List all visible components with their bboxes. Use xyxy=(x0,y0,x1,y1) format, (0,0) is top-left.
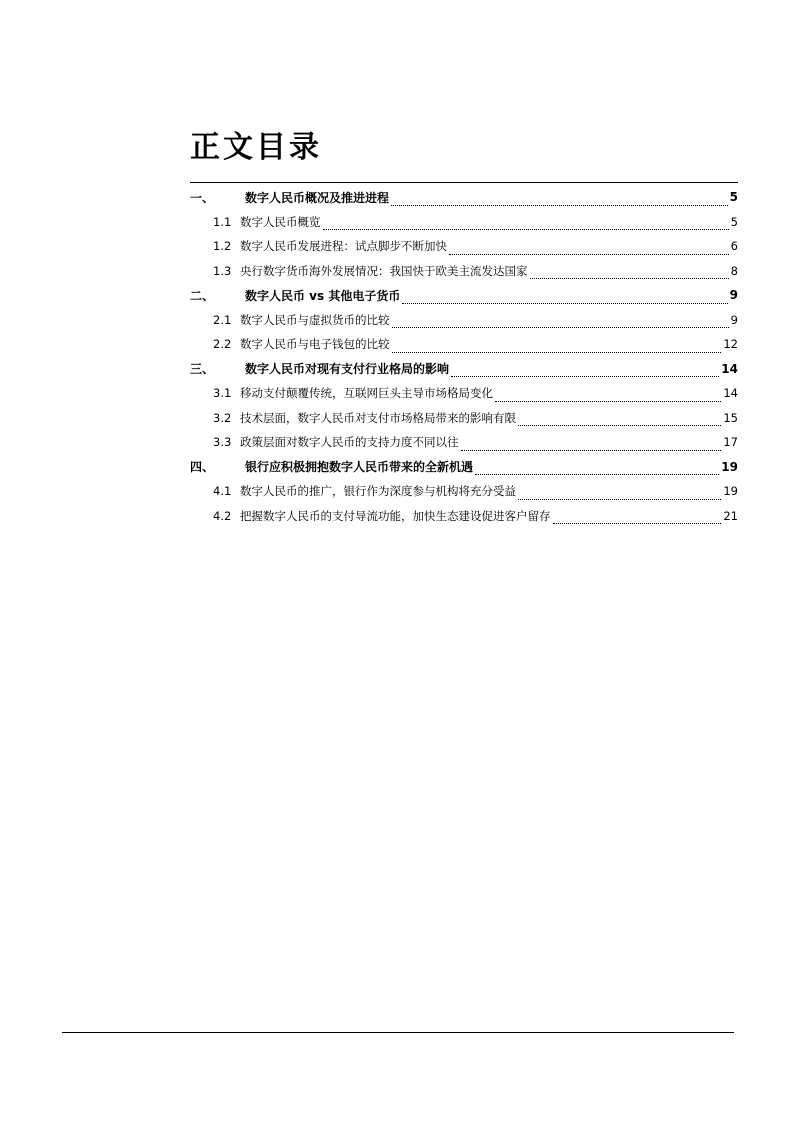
toc-entry-number: 3.1 xyxy=(213,386,232,401)
toc-entry-page: 8 xyxy=(730,263,738,278)
toc-entry[interactable] xyxy=(190,504,738,529)
toc-entry-page: 5 xyxy=(729,190,738,205)
toc-entry-number: 二、 xyxy=(190,288,215,303)
toc-leader-dots xyxy=(518,413,721,426)
toc-entry-page: 5 xyxy=(730,214,738,229)
toc-leader-dots xyxy=(530,266,729,279)
toc-entry[interactable] xyxy=(190,479,738,504)
toc-entry-title: 把握数字人民币的支付导流功能，加快生态建设促进客户留存 xyxy=(240,508,551,523)
toc-entry-title: 数字人民币 vs 其他电子货币 xyxy=(245,288,401,303)
toc-entry-title: 数字人民币与虚拟货币的比较 xyxy=(240,312,390,327)
toc-entry-number: 1.3 xyxy=(213,263,232,278)
toc-entry-title: 央行数字货币海外发展情况：我国快于欧美主流发达国家 xyxy=(240,263,528,278)
toc-entry[interactable] xyxy=(190,283,738,308)
toc-entry-page: 21 xyxy=(723,508,738,523)
toc-entry-title: 数字人民币对现有支付行业格局的影响 xyxy=(245,362,450,377)
toc-entry[interactable] xyxy=(190,234,738,259)
toc-entry-page: 19 xyxy=(723,484,738,499)
toc-entry-page: 12 xyxy=(723,337,738,352)
toc-leader-dots xyxy=(449,242,729,255)
toc-entry[interactable] xyxy=(190,406,738,431)
footer-divider xyxy=(62,1032,734,1033)
toc-entry[interactable] xyxy=(190,332,738,357)
toc-entry-title: 技术层面，数字人民币对支付市场格局带来的影响有限 xyxy=(240,410,516,425)
toc-leader-dots xyxy=(391,193,728,206)
toc-entry-page: 19 xyxy=(721,459,738,474)
toc-entry-number: 2.1 xyxy=(213,312,232,327)
toc-leader-dots xyxy=(402,291,727,304)
toc-leader-dots xyxy=(461,438,722,451)
toc-entry-title: 数字人民币概览 xyxy=(240,214,321,229)
toc-list xyxy=(190,185,738,528)
toc-leader-dots xyxy=(475,462,719,475)
toc-leader-dots xyxy=(518,487,721,500)
page-title: 正文目录 xyxy=(190,130,322,165)
toc-entry-number: 1.1 xyxy=(213,214,232,229)
toc-entry-number: 4.1 xyxy=(213,484,232,499)
toc-entry[interactable] xyxy=(190,210,738,235)
toc-leader-dots xyxy=(323,217,729,230)
toc-entry-title: 数字人民币发展进程：试点脚步不断加快 xyxy=(240,239,447,254)
toc-leader-dots xyxy=(392,340,722,353)
title-divider xyxy=(190,182,738,183)
toc-entry-title: 银行应积极拥抱数字人民币带来的全新机遇 xyxy=(245,460,474,475)
toc-entry-title: 数字人民币与电子钱包的比较 xyxy=(240,337,390,352)
toc-entry-page: 17 xyxy=(723,435,738,450)
toc-entry-title: 政策层面对数字人民币的支持力度不同以往 xyxy=(240,435,459,450)
toc-entry-title: 数字人民币的推广，银行作为深度参与机构将充分受益 xyxy=(240,484,516,499)
toc-entry-page: 14 xyxy=(723,386,738,401)
toc-entry[interactable] xyxy=(190,381,738,406)
toc-entry[interactable] xyxy=(190,308,738,333)
toc-leader-dots xyxy=(392,315,729,328)
toc-entry-number: 三、 xyxy=(190,362,215,377)
toc-entry[interactable] xyxy=(190,430,738,455)
toc-entry-page: 9 xyxy=(729,288,738,303)
toc-entry-number: 3.3 xyxy=(213,435,232,450)
toc-leader-dots xyxy=(451,364,719,377)
toc-entry-number: 四、 xyxy=(190,460,215,475)
toc-leader-dots xyxy=(495,389,721,402)
toc-entry[interactable] xyxy=(190,455,738,480)
toc-entry-page: 15 xyxy=(723,410,738,425)
toc-entry-number: 4.2 xyxy=(213,508,232,523)
toc-entry-number: 3.2 xyxy=(213,410,232,425)
toc-entry-number: 一、 xyxy=(190,190,215,205)
toc-entry-page: 6 xyxy=(730,239,738,254)
toc-entry-number: 1.2 xyxy=(213,239,232,254)
toc-entry[interactable] xyxy=(190,185,738,210)
toc-entry-page: 9 xyxy=(730,312,738,327)
toc-leader-dots xyxy=(553,511,722,524)
toc-entry[interactable] xyxy=(190,259,738,284)
toc-entry-page: 14 xyxy=(721,361,738,376)
toc-entry-title: 移动支付颠覆传统，互联网巨头主导市场格局变化 xyxy=(240,386,493,401)
toc-entry-number: 2.2 xyxy=(213,337,232,352)
toc-entry-title: 数字人民币概况及推进进程 xyxy=(245,190,390,205)
toc-entry[interactable] xyxy=(190,357,738,382)
